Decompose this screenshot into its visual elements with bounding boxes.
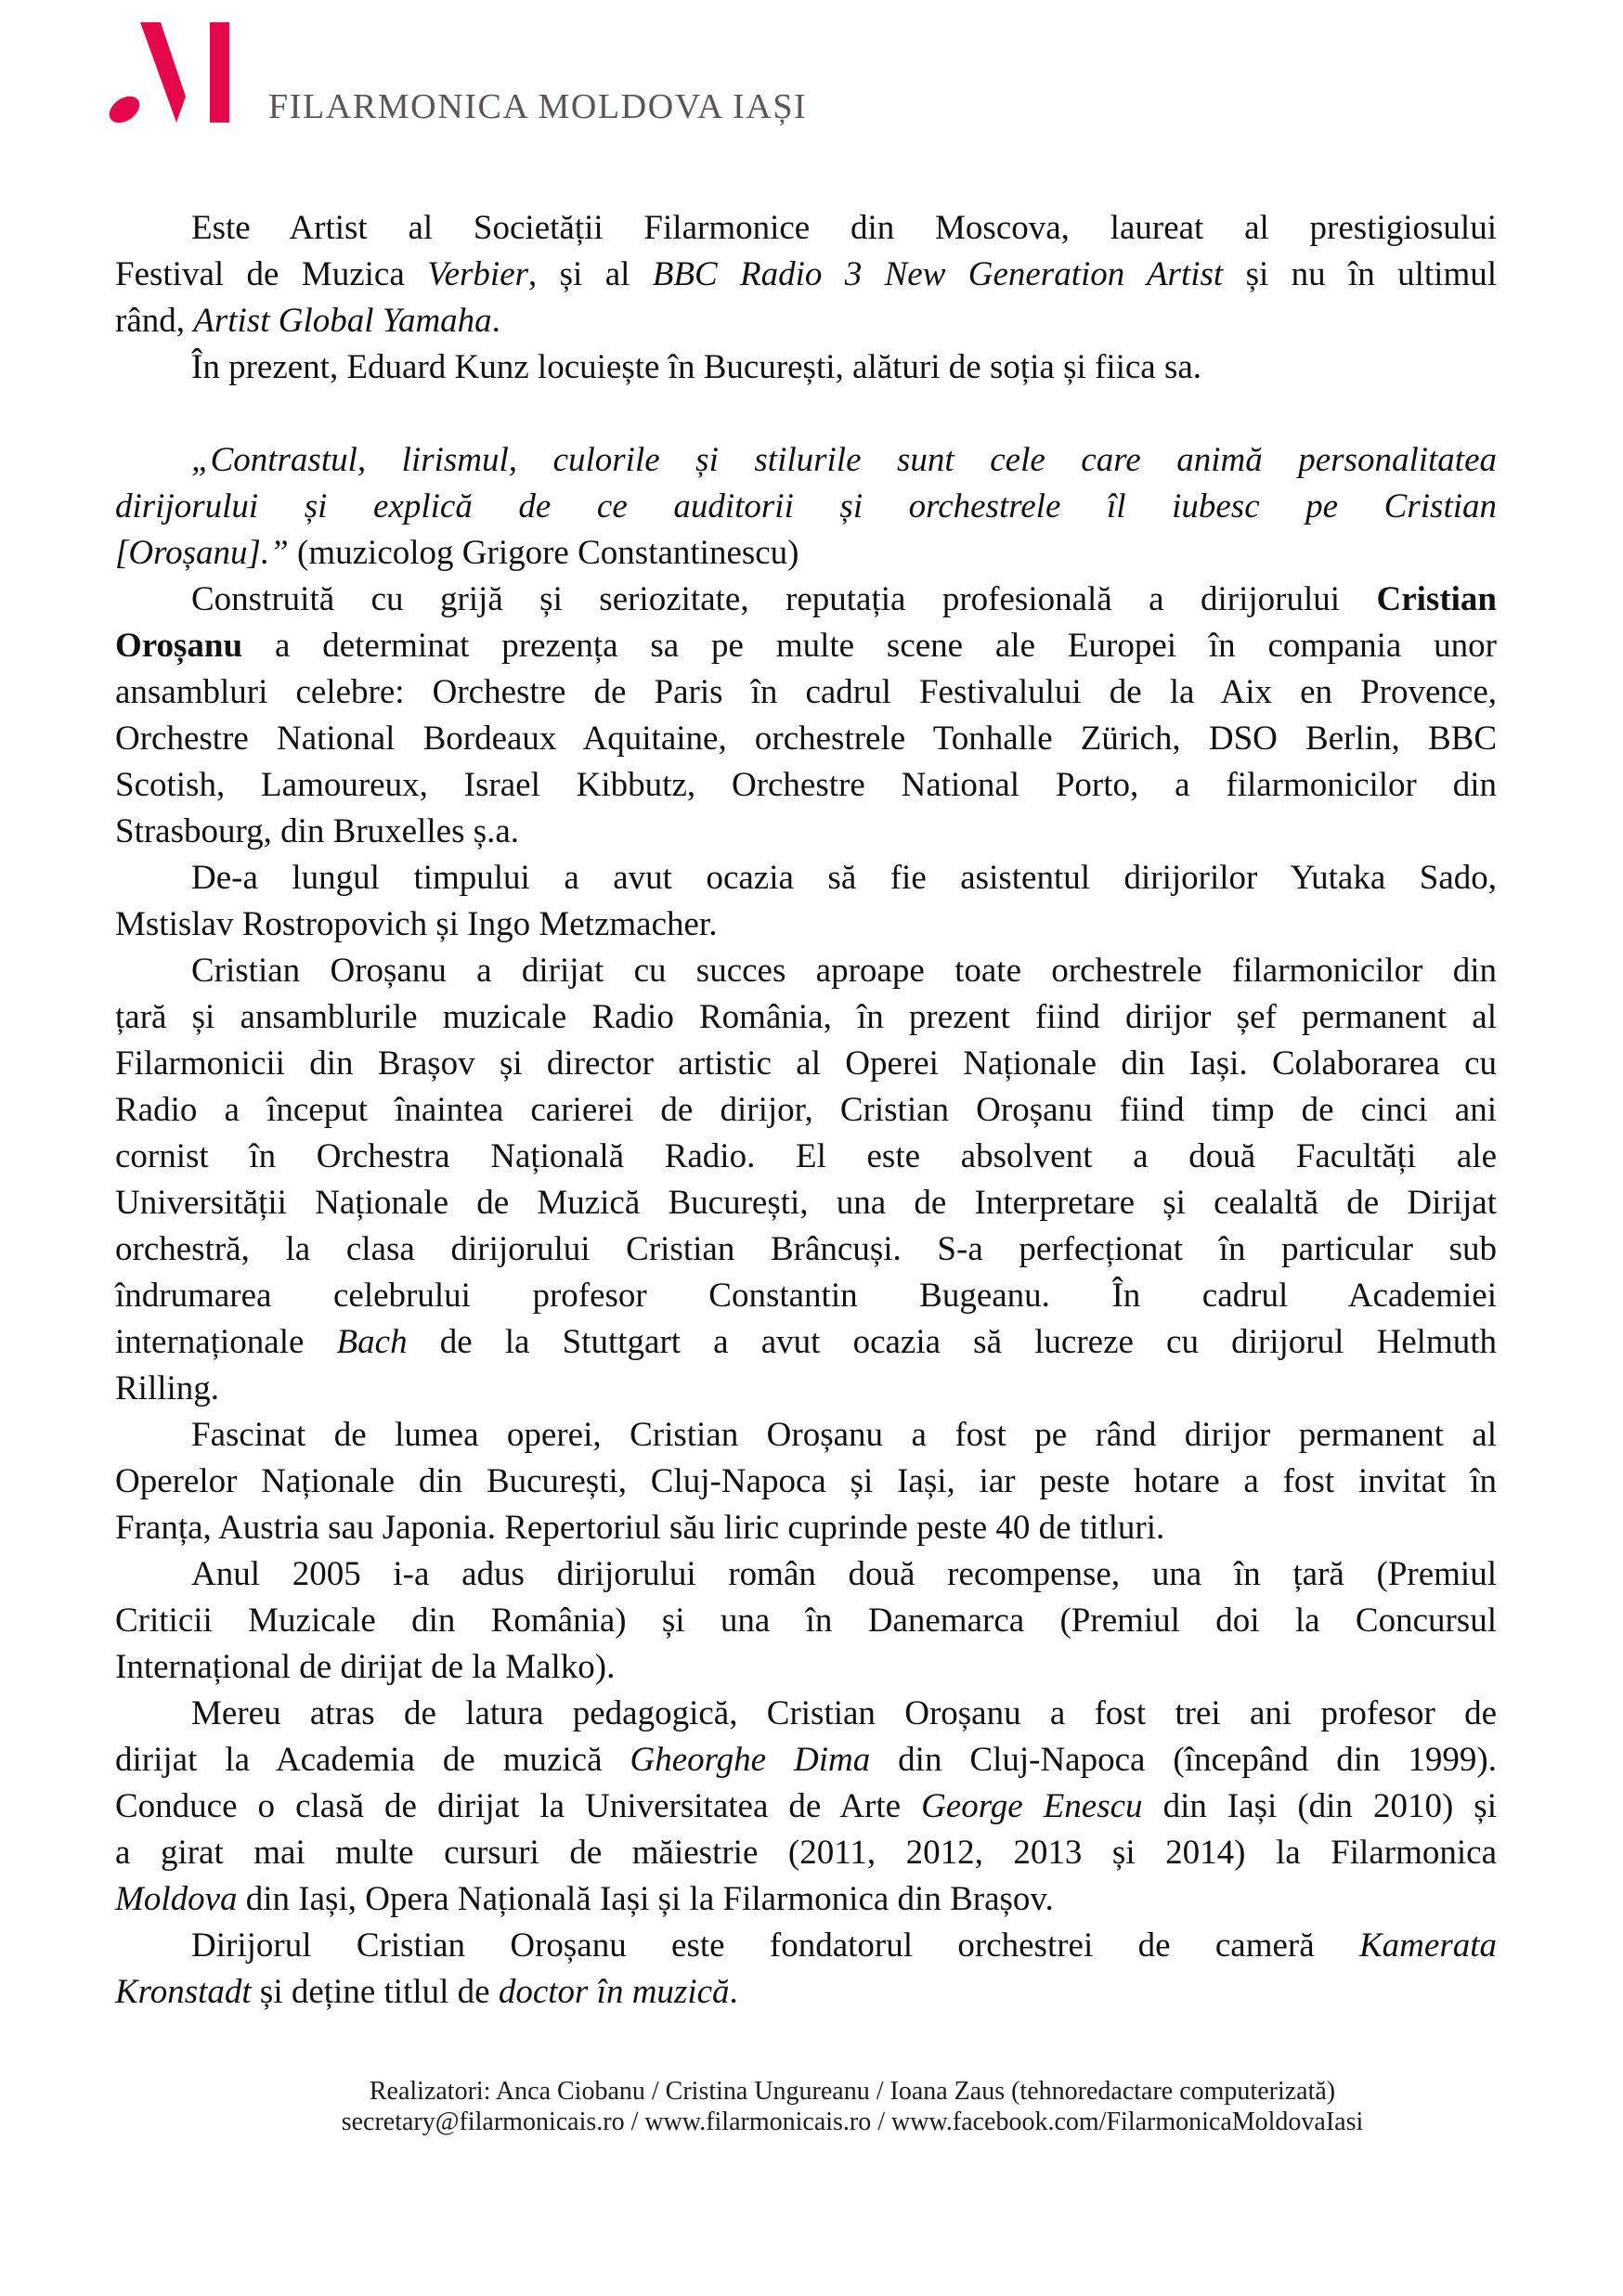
body-line bbox=[115, 1923, 1497, 1969]
italic-text: [Oroșanu].” bbox=[115, 534, 289, 572]
bold-text: Cristian bbox=[1376, 580, 1497, 618]
footer-contacts: secretary@filarmonicais.ro / www.filarmonicais.ro / www.facebook.com/FilarmonicaMoldovaIasi bbox=[341, 2108, 1364, 2136]
body-line bbox=[115, 298, 1497, 344]
text-run: Cristian Oroșanu a dirijat cu succes aproape toate orchestrele filarmonicilor din bbox=[191, 952, 1497, 990]
text-run: Construită cu grijă și seriozitate, reputația profesională a dirijorului bbox=[191, 580, 1377, 618]
text-run: Anul 2005 i-a adus dirijorului român două recompense, una în țară (Premiul bbox=[191, 1555, 1497, 1593]
body-line bbox=[115, 902, 1497, 948]
body-line bbox=[115, 344, 1497, 391]
text-run: Este Artist al Societății Filarmonice din Moscova, laureat al prestigiosului bbox=[191, 209, 1497, 247]
text-run: a girat mai multe cursuri de măiestrie (2011, 2012, 2013 și 2014) la Filarmonica bbox=[115, 1834, 1497, 1872]
text-run: și nu în ultimul bbox=[1223, 255, 1497, 293]
organization-title: FILARMONICA MOLDOVA IAȘI bbox=[268, 87, 808, 126]
body-line bbox=[115, 1969, 1497, 2016]
paragraph-assistant bbox=[115, 855, 1497, 948]
text-run: . bbox=[729, 1973, 738, 2011]
body-line bbox=[115, 1551, 1497, 1598]
body-line bbox=[115, 1691, 1497, 1737]
body-line bbox=[115, 948, 1497, 994]
italic-text: Kronstadt bbox=[115, 1973, 252, 2011]
text-run: din Iași (din 2010) și bbox=[1142, 1787, 1497, 1825]
body-line bbox=[115, 530, 1497, 577]
text-run: de la Stuttgart a avut ocazia să lucreze cu dirijorul Helmuth bbox=[407, 1323, 1497, 1361]
italic-text: Verbier bbox=[427, 255, 529, 293]
body-line bbox=[115, 1644, 1497, 1691]
italic-text: Artist Global Yamaha bbox=[193, 302, 492, 340]
text-run: De-a lungul timpului a avut ocazia să fie asistentul dirijorilor Yutaka Sado, bbox=[191, 859, 1497, 897]
text-run: rând, bbox=[115, 302, 194, 340]
text-run: (muzicolog Grigore Constantinescu) bbox=[288, 534, 799, 572]
text-run: Criticii Muzicale din România) și una în Danemarca (Premiul doi la Concursul bbox=[115, 1602, 1497, 1640]
text-run: și deține titlul de bbox=[251, 1973, 499, 2011]
text-run: Universității Naționale de Muzică București, una de Interpretare și cealaltă de Dirijat bbox=[115, 1184, 1497, 1222]
body-line bbox=[115, 809, 1497, 855]
italic-text: Kamerata bbox=[1359, 1926, 1497, 1965]
text-run: În prezent, Eduard Kunz locuiește în București, alături de soția și fiica sa. bbox=[191, 348, 1202, 386]
logo-dot bbox=[104, 91, 144, 128]
text-run: dirijat la Academia de muzică bbox=[115, 1741, 630, 1779]
text-run: din Cluj-Napoca (începând din 1999). bbox=[870, 1741, 1498, 1779]
italic-text: dirijorului și explică de ce auditorii și orchestrele îl iubesc pe Cristian bbox=[115, 487, 1497, 525]
italic-text: George Enescu bbox=[921, 1787, 1143, 1825]
logo-vertical-bar bbox=[210, 22, 229, 123]
italic-text: doctor în muzică bbox=[498, 1973, 730, 2011]
bold-text: Oroșanu bbox=[115, 627, 243, 665]
page-footer bbox=[249, 2076, 1456, 2137]
body-line bbox=[115, 1830, 1497, 1876]
text-run: Filarmonicii din Brașov și director artistic al Operei Naționale din Iași. Colaborarea cu bbox=[115, 1044, 1497, 1083]
text-run: Fascinat de lumea operei, Cristian Oroșanu a fost pe rând dirijor permanent al bbox=[191, 1416, 1497, 1454]
text-run: Mstislav Rostropovich și Ingo Metzmacher. bbox=[115, 905, 718, 943]
body-line bbox=[115, 1041, 1497, 1087]
body-line bbox=[115, 1319, 1497, 1366]
logo-diagonal-stroke bbox=[140, 22, 186, 123]
paragraph-awards bbox=[115, 1551, 1497, 1691]
body-line bbox=[115, 1366, 1497, 1412]
text-run: ansambluri celebre: Orchestre de Paris în cadrul Festivalului de la Aix en Provence, bbox=[115, 673, 1497, 711]
body-line bbox=[115, 1784, 1497, 1830]
paragraph-teaching bbox=[115, 1691, 1497, 1923]
text-run: îndrumarea celebrului profesor Constantin Bugeanu. În cadrul Academiei bbox=[115, 1277, 1497, 1315]
body-line bbox=[115, 437, 1497, 484]
paragraph-career bbox=[115, 948, 1497, 1412]
body-line bbox=[115, 855, 1497, 902]
paragraph-opera bbox=[115, 1412, 1497, 1551]
text-run: Conduce o clasă de dirijat la Universitatea de Arte bbox=[115, 1787, 922, 1825]
blank-line bbox=[115, 391, 1497, 437]
italic-text: „Contrastul, lirismul, culorile și stilurile sunt cele care animă personalitatea bbox=[191, 441, 1497, 479]
body-line bbox=[115, 762, 1497, 809]
paragraph-quote bbox=[115, 437, 1497, 577]
italic-text: Moldova bbox=[115, 1880, 238, 1918]
text-run: , și al bbox=[528, 255, 653, 293]
body-line bbox=[115, 1459, 1497, 1505]
text-run: . bbox=[491, 302, 500, 340]
text-run: Festival de Muzica bbox=[115, 255, 428, 293]
text-run: Radio a început înaintea carierei de dirijor, Cristian Oroșanu fiind timp de cinci ani bbox=[115, 1091, 1497, 1129]
body-line bbox=[115, 484, 1497, 530]
footer-credits: Realizatori: Anca Ciobanu / Cristina Ungureanu / Ioana Zaus (tehnoredactare computerizată) bbox=[369, 2077, 1336, 2106]
italic-text: Gheorghe Dima bbox=[630, 1741, 871, 1779]
body-line bbox=[115, 716, 1497, 762]
body-line bbox=[115, 994, 1497, 1041]
text-run: orchestră, la clasa dirijorului Cristian Brâncuși. S-a perfecționat în particular sub bbox=[115, 1230, 1497, 1268]
body-line bbox=[115, 1273, 1497, 1319]
text-run: Mereu atras de latura pedagogică, Cristian Oroșanu a fost trei ani profesor de bbox=[191, 1694, 1497, 1732]
body-line bbox=[115, 1180, 1497, 1226]
body-line bbox=[115, 1505, 1497, 1551]
body-line bbox=[115, 669, 1497, 716]
body-line bbox=[115, 1598, 1497, 1644]
text-run: cornist în Orchestra Națională Radio. El este absolvent a două Facultăți ale bbox=[115, 1137, 1497, 1175]
filarmonica-logo-icon bbox=[0, 0, 241, 149]
document-body bbox=[115, 205, 1497, 2016]
body-line bbox=[115, 1087, 1497, 1134]
paragraph-reputation bbox=[115, 577, 1497, 855]
body-line bbox=[115, 1134, 1497, 1180]
body-line bbox=[115, 1876, 1497, 1923]
text-run: a determinat prezența sa pe multe scene ale Europei în compania unor bbox=[242, 627, 1497, 665]
body-line bbox=[115, 1412, 1497, 1459]
text-run: Franța, Austria sau Japonia. Repertoriul său liric cuprinde peste 40 de titluri. bbox=[115, 1509, 1165, 1547]
body-line bbox=[115, 1226, 1497, 1273]
paragraph-artist bbox=[115, 205, 1497, 344]
italic-text: Bach bbox=[336, 1323, 408, 1361]
text-run: Dirijorul Cristian Oroșanu este fondatorul orchestrei de cameră bbox=[191, 1926, 1359, 1965]
text-run: internaționale bbox=[115, 1323, 337, 1361]
text-run: țară și ansamblurile muzicale Radio România, în prezent fiind dirijor șef permanent al bbox=[115, 998, 1497, 1036]
paragraph-family bbox=[115, 344, 1497, 391]
body-line bbox=[115, 252, 1497, 298]
text-run: Strasbourg, din Bruxelles ș.a. bbox=[115, 812, 520, 850]
body-line bbox=[115, 623, 1497, 669]
body-line bbox=[115, 577, 1497, 623]
text-run: Orchestre National Bordeaux Aquitaine, orchestrele Tonhalle Zürich, DSO Berlin, BBC bbox=[115, 720, 1497, 758]
text-run: Scotish, Lamoureux, Israel Kibbutz, Orchestre National Porto, a filarmonicilor din bbox=[115, 766, 1497, 804]
body-line bbox=[115, 205, 1497, 252]
text-run: din Iași, Opera Națională Iași și la Filarmonica din Brașov. bbox=[237, 1880, 1054, 1918]
text-run: Internațional de dirijat de la Malko). bbox=[115, 1648, 616, 1686]
text-run: Rilling. bbox=[115, 1369, 220, 1407]
paragraph-kamerata bbox=[115, 1923, 1497, 2016]
italic-text: BBC Radio 3 New Generation Artist bbox=[652, 255, 1224, 293]
body-line bbox=[115, 1737, 1497, 1784]
text-run: Operelor Naționale din București, Cluj-Napoca și Iași, iar peste hotare a fost invitat în bbox=[115, 1462, 1497, 1500]
